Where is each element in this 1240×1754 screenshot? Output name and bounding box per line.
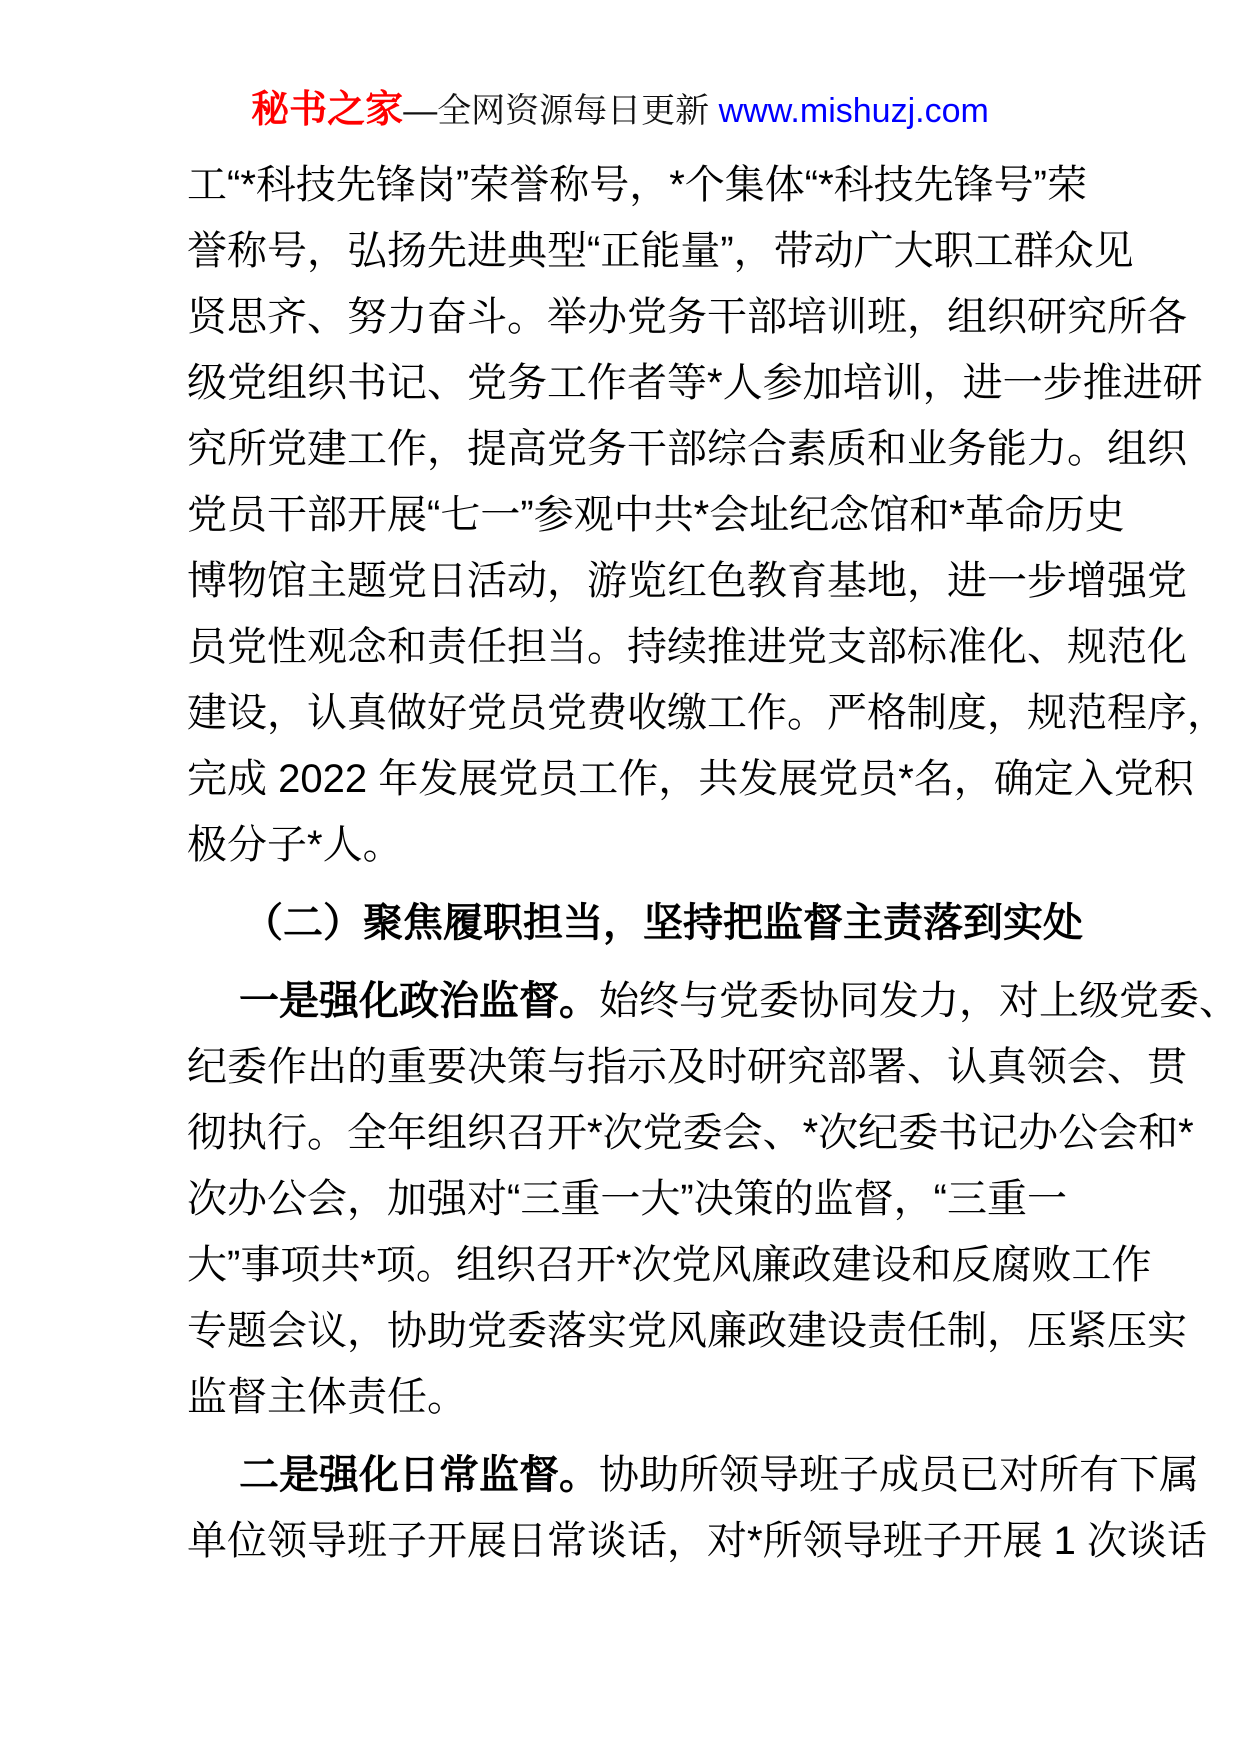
text-run: 始终与党委协同发力，对上级党委、	[599, 979, 1239, 1023]
text-line: 建设，认真做好党员党费收缴工作。严格制度，规范程序，	[187, 691, 1227, 735]
text-line: 贤思齐、努力奋斗。举办党务干部培训班，组织研究所各	[187, 295, 1187, 339]
text-line: 极分子*人。	[187, 823, 403, 867]
section-heading-2: （二）聚焦履职担当，坚持把监督主责落到实处	[243, 901, 1083, 945]
text-line: 彻执行。全年组织召开*次党委会、*次纪委书记办公会和*	[187, 1111, 1194, 1155]
header-tagline: 全网资源每日更新	[437, 92, 710, 130]
paragraph-party-building-continuation	[187, 152, 1227, 878]
text-line: 单位领导班子开展日常谈话，对*所领导班子开展 1 次谈话	[187, 1519, 1208, 1563]
text-line: 誉称号，弘扬先进典型“正能量”，带动广大职工群众见	[187, 229, 1134, 273]
text-line	[187, 968, 1239, 1034]
paragraph-daily-supervision	[187, 1442, 1208, 1574]
text-line: 次办公会，加强对“三重一大”决策的监督，“三重一	[187, 1177, 1067, 1221]
text-line: 大”事项共*项。组织召开*次党风廉政建设和反腐败工作	[187, 1243, 1152, 1287]
bold-lead-text: 一是强化政治监督。	[239, 979, 599, 1023]
paragraph-political-supervision	[187, 968, 1239, 1430]
text-line: 监督主体责任。	[187, 1375, 467, 1419]
text-line: 专题会议，协助党委落实党风廉政建设责任制，压紧压实	[187, 1309, 1187, 1353]
site-url-link[interactable]: www.mishuzj.com	[718, 92, 989, 130]
bold-lead-text: 二是强化日常监督。	[239, 1453, 599, 1497]
text-line: 员党性观念和责任担当。持续推进党支部标准化、规范化	[187, 625, 1187, 669]
text-line: 党员干部开展“七一”参观中共*会址纪念馆和*革命历史	[187, 493, 1125, 537]
text-line: 完成 2022 年发展党员工作，共发展党员*名，确定入党积	[187, 757, 1194, 801]
text-line: 究所党建工作，提高党务干部综合素质和业务能力。组织	[187, 427, 1187, 471]
text-line	[187, 1442, 1199, 1508]
header-dash: —	[403, 92, 438, 130]
text-line: 级党组织书记、党务工作者等*人参加培训，进一步推进研	[187, 361, 1203, 405]
document-body	[187, 152, 1239, 1586]
page-header	[0, 86, 1240, 135]
site-brand: 秘书之家	[251, 89, 404, 131]
text-run: 协助所领导班子成员已对所有下属	[599, 1453, 1199, 1497]
text-line: 博物馆主题党日活动，游览红色教育基地，进一步增强党	[187, 559, 1187, 603]
text-line: 纪委作出的重要决策与指示及时研究部署、认真领会、贯	[187, 1045, 1187, 1089]
text-line: 工“*科技先锋岗”荣誉称号，*个集体“*科技先锋号”荣	[187, 163, 1087, 207]
